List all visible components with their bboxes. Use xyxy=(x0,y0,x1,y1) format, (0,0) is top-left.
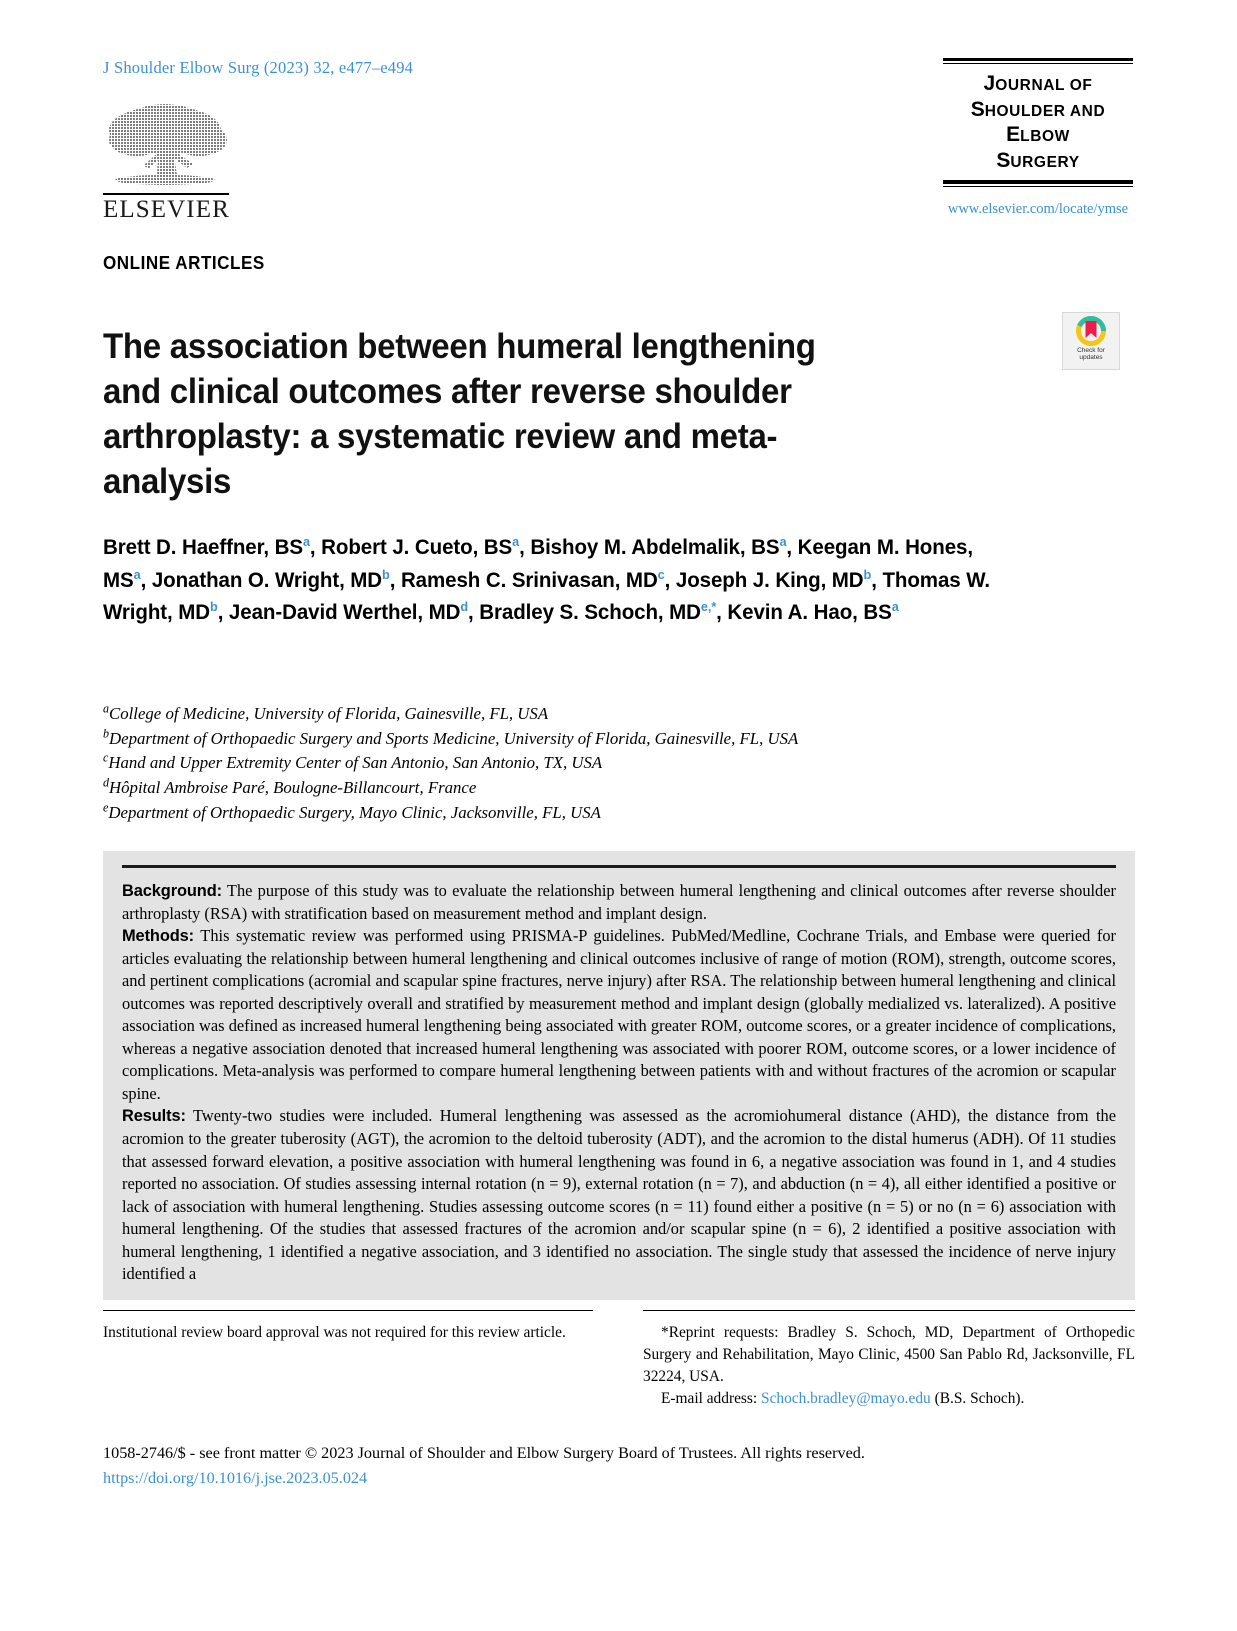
affiliation-list xyxy=(103,702,1083,825)
reprint-requests: *Reprint requests: Bradley S. Schoch, MD, Department of Orthopedic Surgery and Rehabilitation, Mayo Clinic, 4500 San Pablo Rd, Jacksonville, FL 32224, USA. xyxy=(643,1324,1135,1385)
affiliation-e: $^e$Department of Orthopaedic Surgery, Mayo Clinic, Jacksonville, FL, USA xyxy=(103,800,601,822)
page-header xyxy=(103,58,1133,238)
footnote-correspondence xyxy=(643,1322,1135,1410)
crossmark-badge[interactable] xyxy=(1062,312,1120,370)
elsevier-tree-icon xyxy=(103,100,231,192)
masthead-rule-thin-bottom xyxy=(943,186,1133,187)
crossmark-icon xyxy=(1074,316,1108,346)
email-line: E-mail address: Schoch.bradley@mayo.edu (B.S. Schoch). xyxy=(661,1389,1025,1407)
masthead-line-1: JOURNAL OF xyxy=(983,72,1093,95)
affiliation-c: $^c$Hand and Upper Extremity Center of San Antonio, San Antonio, TX, USA xyxy=(103,750,603,773)
section-label: ONLINE ARTICLES xyxy=(103,252,265,273)
email-link[interactable]: Schoch.bradley@mayo.edu xyxy=(761,1389,931,1407)
article-title: The association between humeral lengthening and clinical outcomes after reverse shoulder arthroplasty: a systematic review and meta-analysis xyxy=(103,325,816,502)
affiliation-d: $^d$Hôpital Ambroise Paré, Boulogne-Billancourt, France xyxy=(103,775,477,798)
abstract-methods: Methods: This systematic review was performed using PRISMA-P guidelines. PubMed/Medline, Cochrane Trials, and Embase were queried for articles evaluating the relationship between humeral lengthening and clinical outcomes inclusive of range of motion (ROM), strength, outcome scores, and pertinent complications (acromial and scapular spine fractures, nerve injury) after RSA. The relationship between humeral lengthening and clinical outcomes was reported descriptively overall and stratified by measurement method and implant design (globally medialized vs. lateralized). A positive association was defined as increased humeral lengthening being associated with greater ROM, outcome scores, or a greater incidence of complications, whereas a negative association denoted that increased humeral lengthening was associated with poorer ROM, outcome scores, or a lower incidence of complications. Meta-analysis was performed to compare humeral lengthening between patients with and without fractures of the acromion or scapular spine. xyxy=(122,926,1116,1103)
elsevier-logo xyxy=(103,100,231,223)
masthead-line-4: SURGERY xyxy=(996,148,1080,172)
elsevier-wordmark: ELSEVIER xyxy=(103,196,230,223)
affiliation-a: $^a$College of Medicine, University of Florida, Gainesville, FL, USA xyxy=(103,701,549,723)
abstract-background: Background: The purpose of this study was to evaluate the relationship between humeral lengthening and clinical outcomes after reverse shoulder arthroplasty (RSA) with stratification based on measurement method and implant design. xyxy=(122,881,1116,923)
author-list: Brett D. Haeffner, $BS^a$, Robert J. Cueto, $BS^a$, Bishoy M. Abdelmalik, $BS^a$, Keegan M. Hones, $MS^a$, Jonathan O. Wright, $MD^b$, Ramesh C. Srinivasan, $MD^c$, Joseph J. King, $MD^b$, Thomas W. Wright, $MD^b$, Jean-David Werthel, $MD^d$, Bradley S. Schoch, $MD^{e,*}$, Kevin A. Hao, $BS^a$ xyxy=(103,533,990,625)
crossmark-label: Check for updates xyxy=(1077,347,1105,362)
journal-url-link[interactable]: www.elsevier.com/locate/ymse xyxy=(947,201,1129,218)
masthead-rule-bottom xyxy=(943,180,1133,184)
footnote-divider-left xyxy=(103,1310,593,1311)
masthead-line-2: SHOULDER AND xyxy=(970,97,1106,121)
journal-masthead xyxy=(943,58,1133,218)
doi-link[interactable]: https://doi.org/10.1016/j.jse.2023.05.024 xyxy=(103,1468,368,1487)
abstract-body xyxy=(103,868,1135,1300)
journal-citation: J Shoulder Elbow Surg (2023) 32, e477–e494 xyxy=(103,58,414,77)
masthead-rule-top xyxy=(943,58,1133,61)
affiliation-b: $^b$Department of Orthopaedic Surgery and Sports Medicine, University of Florida, Gainesville, FL, USA xyxy=(103,726,799,748)
abstract-section xyxy=(103,851,1135,1300)
elsevier-divider xyxy=(103,193,229,195)
copyright-line: 1058-2746/$ - see front matter © 2023 Journal of Shoulder and Elbow Surgery Board of Trustees. All rights reserved. xyxy=(103,1444,865,1462)
copyright-block xyxy=(103,1442,1135,1490)
footnote-irb-statement: Institutional review board approval was not required for this review article. xyxy=(103,1324,566,1341)
abstract-results: Results: Twenty-two studies were included. Humeral lengthening was assessed as the acromiohumeral distance (AHD), the distance from the acromion to the greater tuberosity (AGT), the acromion to the deltoid tuberosity (ADT), and the acromion to the distal humerus (ADH). Of 11 studies that assessed forward elevation, a positive association with humeral lengthening was found in 6, a negative association was found in 1, and 4 studies reported no association. Of studies assessing internal rotation (n = 9), external rotation (n = 7), and abduction (n = 4), all either identified a positive or lack of association with humeral lengthening. Studies assessing outcome scores (n = 11) found either a positive (n = 5) or no (n = 6) association with humeral lengthening. Of the studies that assessed fractures of the acromion and/or scapular spine (n = 6), 2 identified a positive association with humeral lengthening, 1 identified a negative association, and 3 identified no association. The single study that assessed the incidence of nerve injury identified a xyxy=(122,1106,1116,1284)
masthead-line-3: ELBOW xyxy=(1006,123,1070,147)
footnote-divider-right xyxy=(643,1310,1135,1311)
